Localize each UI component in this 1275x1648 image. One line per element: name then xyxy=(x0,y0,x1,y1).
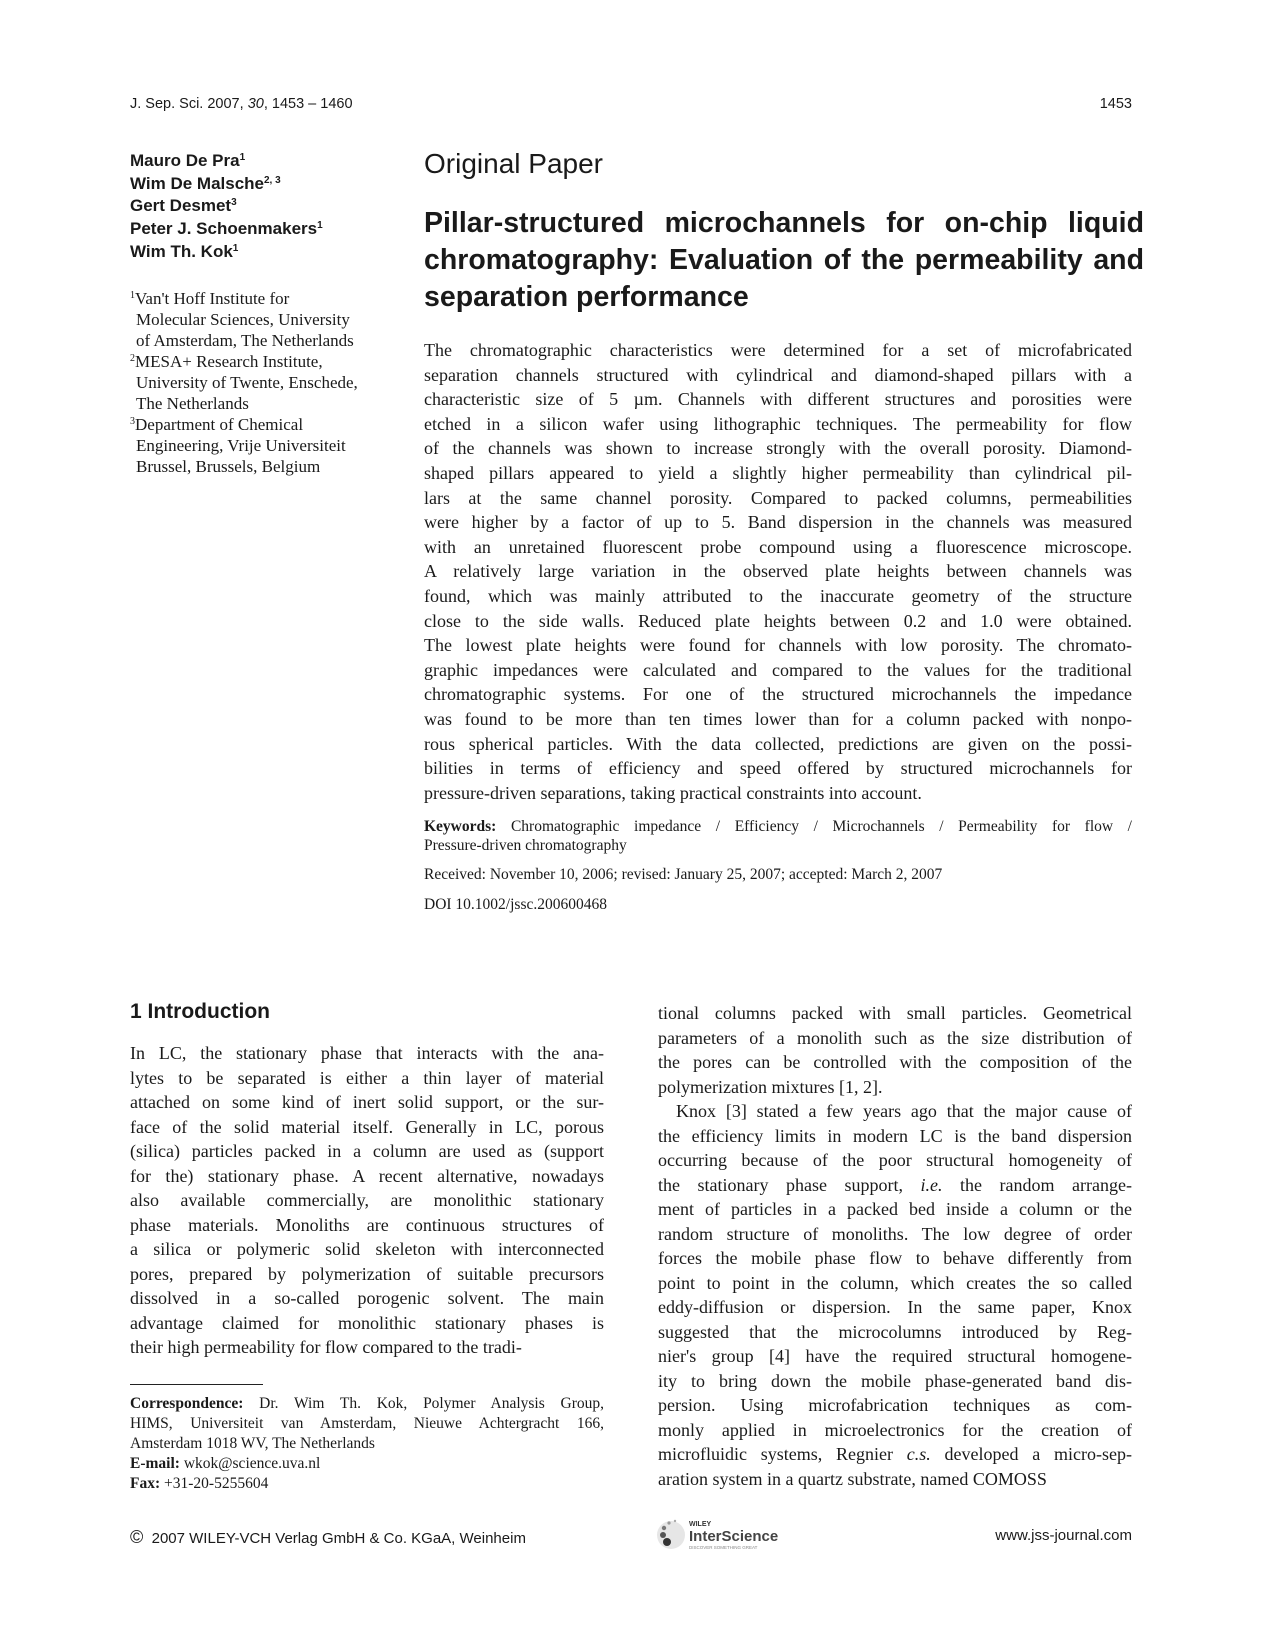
abstract xyxy=(424,338,1132,805)
affiliation-number: 3 xyxy=(130,416,135,427)
affiliation-marker: 3 xyxy=(231,197,237,209)
affiliation-number: 1 xyxy=(130,290,135,301)
text-line: was found to be more than ten times lower than for a column packed with nonpo- xyxy=(424,708,1132,729)
correspondence-label: Correspondence: xyxy=(130,1395,244,1412)
text-line: a silica or polymeric solid skeleton with interconnected xyxy=(130,1239,604,1259)
author xyxy=(130,241,323,264)
svg-text:WILEY: WILEY xyxy=(689,1521,712,1528)
fax-number: +31-20-5255604 xyxy=(160,1475,269,1492)
text-line: point to point in the column, which creates the so called xyxy=(658,1272,1132,1293)
text-line: The lowest plate heights were found for channels with low porosity. The chromato- xyxy=(424,635,1132,656)
affiliation-line xyxy=(130,414,400,435)
doi: DOI 10.1002/jssc.200600468 xyxy=(424,896,607,913)
affiliation-line: University of Twente, Enschede, xyxy=(136,373,358,392)
author xyxy=(130,195,323,218)
author-list xyxy=(130,150,323,264)
affiliation-marker: 2, 3 xyxy=(264,174,281,186)
article-type: Original Paper xyxy=(424,148,603,179)
text-line: forces the mobile phase flow to behave differently from xyxy=(658,1248,1132,1268)
text-line: of the channels was shown to increase strongly with the overall porosity. Diamond- xyxy=(424,438,1132,459)
text-line: for the) stationary phase. A recent alternative, nowadays xyxy=(130,1165,604,1186)
wiley-interscience-logo xyxy=(655,1516,805,1552)
text-line: separation channels structured with cylindrical and diamond-shaped pillars with a xyxy=(424,364,1132,385)
email-address[interactable]: wkok@science.uva.nl xyxy=(179,1455,321,1472)
keywords-label: Keywords: xyxy=(424,818,497,835)
correspondence-text-3: Amsterdam 1018 WV, The Netherlands xyxy=(130,1435,375,1452)
email-label: E-mail: xyxy=(130,1455,180,1472)
text-line: the stationary phase support, i.e. the random arrange- xyxy=(658,1174,1132,1195)
journal-citation: J. Sep. Sci. 2007, 30, 1453 – 1460 xyxy=(130,96,353,112)
page-number: 1453 xyxy=(1099,96,1132,112)
text-line: chromatography: Evaluation of the permeability and xyxy=(424,244,1144,276)
author-name: Mauro De Pra xyxy=(130,151,240,170)
correspondence-footnote xyxy=(130,1394,604,1494)
author xyxy=(130,150,323,173)
text-line: chromatographic systems. For one of the structured microchannels the impedance xyxy=(424,684,1132,705)
text-line: close to the side walls. Reduced plate heights between 0.2 and 1.0 were obtained. xyxy=(424,610,1132,631)
text-line: rous spherical particles. With the data collected, predictions are given on the possi- xyxy=(424,733,1132,754)
section-heading-introduction: 1 Introduction xyxy=(130,1000,270,1023)
text-line: persion. Using microfabrication techniques as com- xyxy=(658,1395,1132,1415)
svg-text:DISCOVER SOMETHING GREAT: DISCOVER SOMETHING GREAT xyxy=(689,1545,758,1550)
affiliation-line xyxy=(130,351,400,372)
text-line: the efficiency limits in modern LC is the band dispersion xyxy=(658,1125,1132,1146)
footnote-divider xyxy=(130,1384,263,1385)
text-line: shaped pillars appeared to yield a slightly higher permeability than cylindrical pil- xyxy=(424,462,1132,483)
text-line: lars at the same channel porosity. Compared to packed columns, permeabilities xyxy=(424,487,1132,508)
text-line: Pillar-structured microchannels for on-chip liquid xyxy=(424,207,1144,239)
text-line: also available commercially, are monolithic stationary xyxy=(130,1190,604,1210)
affiliation-number: 2 xyxy=(130,353,135,364)
text-line: dissolved in a so-called porogenic solvent. The main xyxy=(130,1288,604,1308)
affiliation-line: of Amsterdam, The Netherlands xyxy=(136,331,354,350)
journal-website[interactable]: www.jss-journal.com xyxy=(995,1527,1132,1544)
author-name: Wim Th. Kok xyxy=(130,241,233,261)
text-line: found, which was mainly attributed to the inaccurate geometry of the structure xyxy=(424,585,1132,606)
text-line: lytes to be separated is either a thin layer of material xyxy=(130,1067,604,1088)
affiliation-line: Brussel, Brussels, Belgium xyxy=(136,457,321,476)
affiliation-line: Molecular Sciences, University xyxy=(136,310,350,329)
text-line: suggested that the microcolumns introduced by Reg- xyxy=(658,1321,1132,1342)
text-line: with an unretained fluorescent probe compound using a fluorescence microscope. xyxy=(424,536,1132,557)
keywords-text-2: Pressure-driven chromatography xyxy=(424,837,627,854)
text-line: advantage claimed for monolithic stationary phases is xyxy=(130,1312,604,1333)
text-line: eddy-diffusion or dispersion. In the same paper, Knox xyxy=(658,1297,1132,1317)
text-line: their high permeability for flow compared to the tradi- xyxy=(130,1337,522,1357)
text-line: pressure-driven separations, taking practical constraints into account. xyxy=(424,782,922,803)
author xyxy=(130,173,323,196)
text-line: attached on some kind of inert solid support, or the sur- xyxy=(130,1092,604,1112)
text-line: ment of particles in a packed bed inside a column or the xyxy=(658,1199,1132,1219)
author-name: Wim De Malsche xyxy=(130,173,264,193)
text-line: nier's group [4] have the required structural homogene- xyxy=(658,1346,1132,1366)
keywords-text: Chromatographic impedance / Efficiency / Microchannels / Permeability for flow / xyxy=(496,818,1132,835)
affiliation-marker: 1 xyxy=(317,220,323,232)
received-dates: Received: November 10, 2006; revised: January 25, 2007; accepted: March 2, 2007 xyxy=(424,866,943,883)
author-name: Peter J. Schoenmakers xyxy=(130,219,318,239)
text-line: face of the solid material itself. Generally in LC, porous xyxy=(130,1116,604,1137)
text-line: Knox [3] stated a few years ago that the major cause of xyxy=(676,1101,1132,1121)
affiliation-marker: 1 xyxy=(232,242,239,254)
author xyxy=(130,218,323,241)
text-line: aration system in a quartz substrate, named COMOSS xyxy=(658,1468,1047,1489)
affiliation-text: MESA+ Research Institute, xyxy=(135,352,323,371)
text-line: monly applied in microelectronics for the creation of xyxy=(658,1419,1132,1440)
keywords xyxy=(424,817,1132,855)
copyright-text: 2007 WILEY-VCH Verlag GmbH & Co. KGaA, Weinheim xyxy=(151,1530,526,1547)
copyright-icon: © xyxy=(130,1527,144,1547)
text-line: occurring because of the poor structural homogeneity of xyxy=(658,1150,1132,1170)
text-line: separation performance xyxy=(424,281,749,313)
text-line: pores, prepared by polymerization of suitable precursors xyxy=(130,1263,604,1284)
affiliation-marker: 1 xyxy=(239,152,246,163)
svg-text:InterScience: InterScience xyxy=(689,1528,779,1545)
fax-label: Fax: xyxy=(130,1475,161,1492)
affiliation-text: Department of Chemical xyxy=(135,415,304,434)
affiliations xyxy=(130,288,400,477)
paper-title xyxy=(424,205,1144,316)
correspondence-text: Dr. Wim Th. Kok, Polymer Analysis Group, xyxy=(243,1395,604,1412)
text-line: were higher by a factor of up to 5. Band dispersion in the channels was measured xyxy=(424,512,1132,533)
text-line: graphic impedances were calculated and compared to the values for the traditional xyxy=(424,659,1132,680)
text-line: microfluidic systems, Regnier c.s. developed a micro-sep- xyxy=(658,1444,1132,1464)
text-line: characteristic size of 5 µm. Channels with different structures and porosities were xyxy=(424,389,1132,410)
text-line: A relatively large variation in the observed plate heights between channels was xyxy=(424,561,1132,582)
copyright xyxy=(130,1527,526,1548)
intro-left-column xyxy=(130,1041,604,1360)
text-line: bilities in terms of efficiency and speed offered by structured microchannels for xyxy=(424,758,1132,779)
text-line: the pores can be controlled with the composition of the xyxy=(658,1052,1132,1072)
text-line: phase materials. Monoliths are continuous structures of xyxy=(130,1214,604,1235)
text-line: parameters of a monolith such as the size distribution of xyxy=(658,1027,1132,1048)
affiliation-line: The Netherlands xyxy=(136,394,249,413)
text-line: random structure of monoliths. The low degree of order xyxy=(658,1223,1132,1244)
affiliation-text: Van't Hoff Institute for xyxy=(135,289,290,308)
text-line: polymerization mixtures [1, 2]. xyxy=(658,1076,883,1097)
correspondence-text-2: HIMS, Universiteit van Amsterdam, Nieuwe Achtergracht 166, xyxy=(130,1415,604,1432)
text-line: In LC, the stationary phase that interacts with the ana- xyxy=(130,1043,604,1063)
text-line: ity to bring down the mobile phase-generated band dis- xyxy=(658,1370,1132,1391)
text-line: (silica) particles packed in a column are used as (support xyxy=(130,1141,604,1161)
author-name: Gert Desmet xyxy=(130,196,232,216)
intro-right-column xyxy=(658,1001,1132,1491)
affiliation-line: Engineering, Vrije Universiteit xyxy=(136,436,346,455)
affiliation-line xyxy=(130,288,400,309)
logo-globe-icon xyxy=(655,1516,805,1552)
text-line: tional columns packed with small particles. Geometrical xyxy=(658,1003,1132,1023)
text-line: etched in a silicon wafer using lithographic techniques. The permeability for flow xyxy=(424,413,1132,434)
text-line: The chromatographic characteristics were determined for a set of microfabricated xyxy=(424,340,1132,360)
